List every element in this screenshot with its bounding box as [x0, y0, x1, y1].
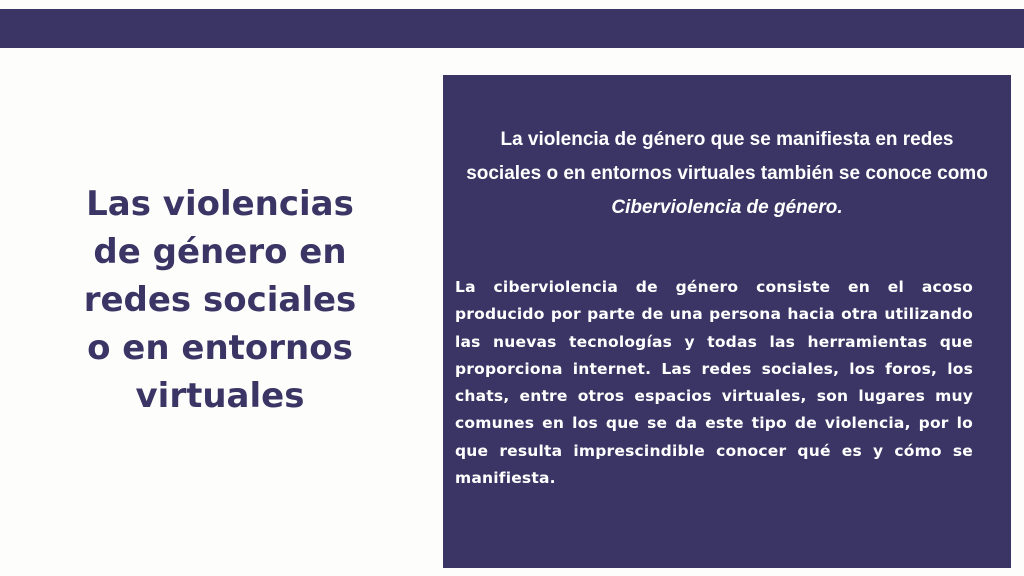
lead-text: La violencia de género que se manifiesta en redes sociales o en entornos virtuales también se conoce como	[466, 129, 988, 184]
top-banner-bar	[0, 9, 1024, 48]
lead-paragraph	[463, 123, 991, 225]
title-area	[40, 160, 400, 440]
page-title: Las violencias de género en redes sociales o en entornos virtuales	[83, 184, 357, 416]
lead-emphasis: Ciberviolencia de género.	[611, 197, 843, 218]
info-panel	[443, 75, 1011, 568]
body-paragraph: La ciberviolencia de género consiste en el acoso producido por parte de una persona hacia otra utilizando las nuevas tecnologías y todas las herramientas que proporciona internet. Las redes sociales, los foros, los chats, entre otros espacios virtuales, son lugares muy comunes en los que se da este tipo de violencia, por lo que resulta imprescindible conocer qué es y cómo se manifiesta.	[455, 278, 973, 488]
